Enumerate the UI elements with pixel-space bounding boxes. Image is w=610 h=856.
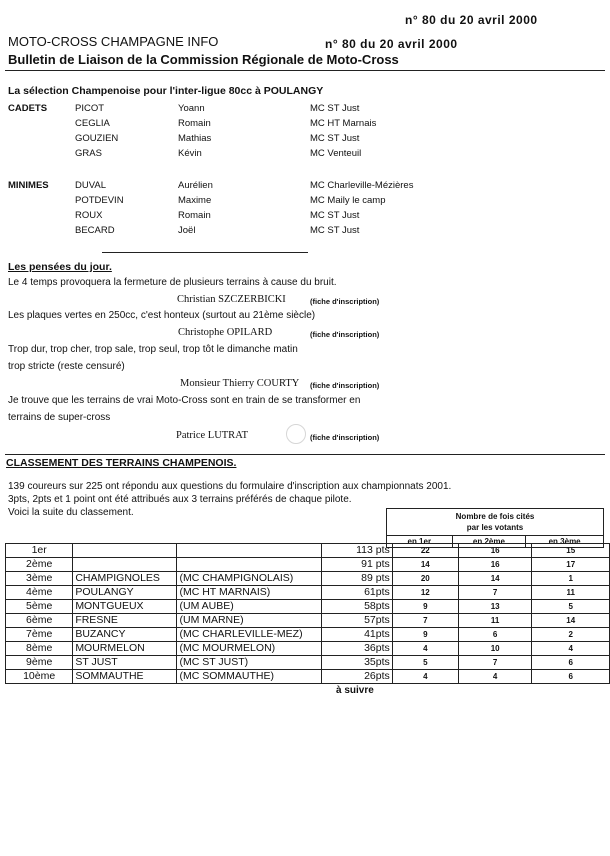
club-cell: (MC CHAMPIGNOLAIS) xyxy=(177,572,321,586)
terrain-cell: BUZANCY xyxy=(73,628,177,642)
thought-text: Je trouve que les terrains de vrai Moto-Cross sont en train de se transformer en xyxy=(8,395,361,406)
roster-club: MC ST Just xyxy=(310,133,360,144)
points-cell: 57pts xyxy=(321,614,392,628)
roster-first-name: Maxime xyxy=(178,195,212,206)
thought-author: Christophe OPILARD xyxy=(178,327,273,338)
thought-author: Patrice LUTRAT xyxy=(176,430,249,441)
thought-author: Christian SZCZERBICKI xyxy=(177,294,286,305)
ranking-row xyxy=(6,642,610,656)
scan-smudge xyxy=(286,424,306,444)
roster-last-name: PICOT xyxy=(75,103,105,114)
ranking-row xyxy=(6,544,610,558)
roster-row xyxy=(8,180,598,195)
club-cell: (MC HT MARNAIS) xyxy=(177,586,321,600)
votes-2nd-cell: 16 xyxy=(458,558,532,572)
newsletter-subtitle: Bulletin de Liaison de la Commission Régionale de Moto-Cross xyxy=(8,52,399,67)
roster-row xyxy=(8,103,598,118)
votes-header-cell xyxy=(387,509,604,536)
votes-header-text: par les votants xyxy=(466,523,524,532)
votes-2nd-cell: 16 xyxy=(458,544,532,558)
roster-last-name: DUVAL xyxy=(75,180,106,191)
thoughts-title: Les pensées du jour. xyxy=(8,261,112,273)
votes-col-header: en 3ème xyxy=(526,536,604,548)
votes-3rd-cell: 15 xyxy=(532,544,610,558)
roster-club: MC Venteuil xyxy=(310,148,362,159)
thought-text: Les plaques vertes en 250cc, c'est honteux (surtout au 21ème siècle) xyxy=(8,310,316,321)
roster-club: MC ST Just xyxy=(310,103,360,114)
thought-text: Trop dur, trop cher, trop sale, trop seul, trop tôt le dimanche matin xyxy=(8,344,298,355)
fiche-note: (fiche d'inscription) xyxy=(310,381,380,390)
votes-2nd-cell: 6 xyxy=(458,628,532,642)
section-divider xyxy=(102,252,308,253)
points-cell: 91 pts xyxy=(321,558,392,572)
votes-header-table xyxy=(386,508,604,548)
points-cell: 113 pts xyxy=(321,544,392,558)
votes-3rd-cell: 1 xyxy=(532,572,610,586)
ranking-title: CLASSEMENT DES TERRAINS CHAMPENOIS. xyxy=(6,457,237,469)
votes-3rd-cell: 6 xyxy=(532,656,610,670)
issue-number-top: n° 80 du 20 avril 2000 xyxy=(405,13,538,27)
roster-club: MC HT Marnais xyxy=(310,118,377,129)
roster-last-name: CEGLIA xyxy=(75,118,110,129)
ranking-row xyxy=(6,670,610,684)
ranking-row xyxy=(6,600,610,614)
points-cell: 36pts xyxy=(321,642,392,656)
roster-club: MC Maily le camp xyxy=(310,195,386,206)
newsletter-title: MOTO-CROSS CHAMPAGNE INFO xyxy=(8,34,219,49)
roster-row xyxy=(8,195,598,210)
roster-first-name: Joël xyxy=(178,225,196,236)
roster-club: MC ST Just xyxy=(310,210,360,221)
terrain-cell: POULANGY xyxy=(73,586,177,600)
ranking-continuation: Voici la suite du classement. xyxy=(8,507,134,518)
thought-author: Monsieur Thierry COURTY xyxy=(180,378,300,389)
roster-first-name: Aurélien xyxy=(178,180,213,191)
terrain-cell: SOMMAUTHE xyxy=(73,670,177,684)
club-cell: (UM MARNE) xyxy=(177,614,321,628)
points-cell: 58pts xyxy=(321,600,392,614)
ranking-intro: 139 coureurs sur 225 ont répondu aux questions du formulaire d'inscription aux championnats 2001. xyxy=(8,481,452,492)
rank-cell: 8ème xyxy=(6,642,73,656)
roster-first-name: Yoann xyxy=(178,103,205,114)
votes-2nd-cell: 7 xyxy=(458,586,532,600)
terrain-cell xyxy=(73,558,177,572)
roster-last-name: GRAS xyxy=(75,148,102,159)
votes-1st-cell: 20 xyxy=(392,572,458,586)
votes-1st-cell: 5 xyxy=(392,656,458,670)
votes-1st-cell: 12 xyxy=(392,586,458,600)
fiche-note: (fiche d'inscription) xyxy=(310,433,380,442)
ranking-row xyxy=(6,572,610,586)
rank-cell: 2ème xyxy=(6,558,73,572)
roster-row xyxy=(8,225,598,240)
club-cell xyxy=(177,544,321,558)
votes-3rd-cell: 11 xyxy=(532,586,610,600)
votes-1st-cell: 22 xyxy=(392,544,458,558)
club-cell: (MC SOMMAUTHE) xyxy=(177,670,321,684)
votes-1st-cell: 9 xyxy=(392,628,458,642)
rank-cell: 5ème xyxy=(6,600,73,614)
terrain-cell: MOURMELON xyxy=(73,642,177,656)
roster-first-name: Kévin xyxy=(178,148,202,159)
ranking-row xyxy=(6,656,610,670)
thought-text: Le 4 temps provoquera la fermeture de plusieurs terrains à cause du bruit. xyxy=(8,277,337,288)
votes-2nd-cell: 11 xyxy=(458,614,532,628)
club-cell xyxy=(177,558,321,572)
votes-2nd-cell: 10 xyxy=(458,642,532,656)
votes-1st-cell: 9 xyxy=(392,600,458,614)
ranking-method: 3pts, 2pts et 1 point ont été attribués aux 3 terrains préférés de chaque pilote. xyxy=(8,494,352,505)
roster-row xyxy=(8,133,598,148)
terrain-cell: FRESNE xyxy=(73,614,177,628)
points-cell: 26pts xyxy=(321,670,392,684)
votes-col-header: en 2ème xyxy=(452,536,526,548)
rank-cell: 3ème xyxy=(6,572,73,586)
votes-3rd-cell: 5 xyxy=(532,600,610,614)
roster-first-name: Romain xyxy=(178,210,211,221)
votes-3rd-cell: 17 xyxy=(532,558,610,572)
roster-row xyxy=(8,118,598,133)
votes-3rd-cell: 14 xyxy=(532,614,610,628)
roster-last-name: GOUZIEN xyxy=(75,133,119,144)
rank-cell: 10ème xyxy=(6,670,73,684)
selection-title: La sélection Champenoise pour l'inter-ligue 80cc à POULANGY xyxy=(8,85,324,97)
votes-header-text: Nombre de fois cités xyxy=(455,512,535,521)
roster-last-name: ROUX xyxy=(75,210,103,221)
issue-number: n° 80 du 20 avril 2000 xyxy=(325,37,458,51)
fiche-note: (fiche d'inscription) xyxy=(310,297,380,306)
header-divider xyxy=(5,70,605,71)
roster-first-name: Mathias xyxy=(178,133,212,144)
votes-3rd-cell: 6 xyxy=(532,670,610,684)
to-be-continued: à suivre xyxy=(336,685,374,696)
roster-last-name: BECARD xyxy=(75,225,115,236)
terrain-cell: ST JUST xyxy=(73,656,177,670)
points-cell: 41pts xyxy=(321,628,392,642)
points-cell: 35pts xyxy=(321,656,392,670)
rank-cell: 1er xyxy=(6,544,73,558)
terrain-cell: CHAMPIGNOLES xyxy=(73,572,177,586)
rank-cell: 4ème xyxy=(6,586,73,600)
votes-2nd-cell: 7 xyxy=(458,656,532,670)
ranking-row xyxy=(6,586,610,600)
rank-cell: 9ème xyxy=(6,656,73,670)
votes-1st-cell: 14 xyxy=(392,558,458,572)
club-cell: (MC ST JUST) xyxy=(177,656,321,670)
roster-row xyxy=(8,148,598,163)
ranking-divider xyxy=(5,454,605,455)
roster-club: MC Charleville-Mézières xyxy=(310,180,414,191)
fiche-note: (fiche d'inscription) xyxy=(310,330,380,339)
rank-cell: 6ème xyxy=(6,614,73,628)
rank-cell: 7ème xyxy=(6,628,73,642)
votes-1st-cell: 4 xyxy=(392,642,458,656)
thought-text: terrains de super-cross xyxy=(8,412,111,423)
club-cell: (MC CHARLEVILLE-MEZ) xyxy=(177,628,321,642)
votes-2nd-cell: 4 xyxy=(458,670,532,684)
points-cell: 61pts xyxy=(321,586,392,600)
votes-3rd-cell: 2 xyxy=(532,628,610,642)
club-cell: (UM AUBE) xyxy=(177,600,321,614)
votes-1st-cell: 7 xyxy=(392,614,458,628)
roster-row xyxy=(8,210,598,225)
thought-text: trop stricte (reste censuré) xyxy=(8,361,125,372)
terrain-cell: MONTGUEUX xyxy=(73,600,177,614)
roster-last-name: POTDEVIN xyxy=(75,195,124,206)
ranking-row xyxy=(6,558,610,572)
club-cell: (MC MOURMELON) xyxy=(177,642,321,656)
ranking-row xyxy=(6,614,610,628)
votes-2nd-cell: 14 xyxy=(458,572,532,586)
votes-2nd-cell: 13 xyxy=(458,600,532,614)
roster-club: MC ST Just xyxy=(310,225,360,236)
ranking-table xyxy=(5,543,610,684)
ranking-row xyxy=(6,628,610,642)
terrain-cell xyxy=(73,544,177,558)
roster-category: CADETS xyxy=(8,103,48,114)
votes-3rd-cell: 4 xyxy=(532,642,610,656)
votes-col-header: en 1er xyxy=(387,536,453,548)
roster-category: MINIMES xyxy=(8,180,49,191)
points-cell: 89 pts xyxy=(321,572,392,586)
votes-1st-cell: 4 xyxy=(392,670,458,684)
roster-first-name: Romain xyxy=(178,118,211,129)
